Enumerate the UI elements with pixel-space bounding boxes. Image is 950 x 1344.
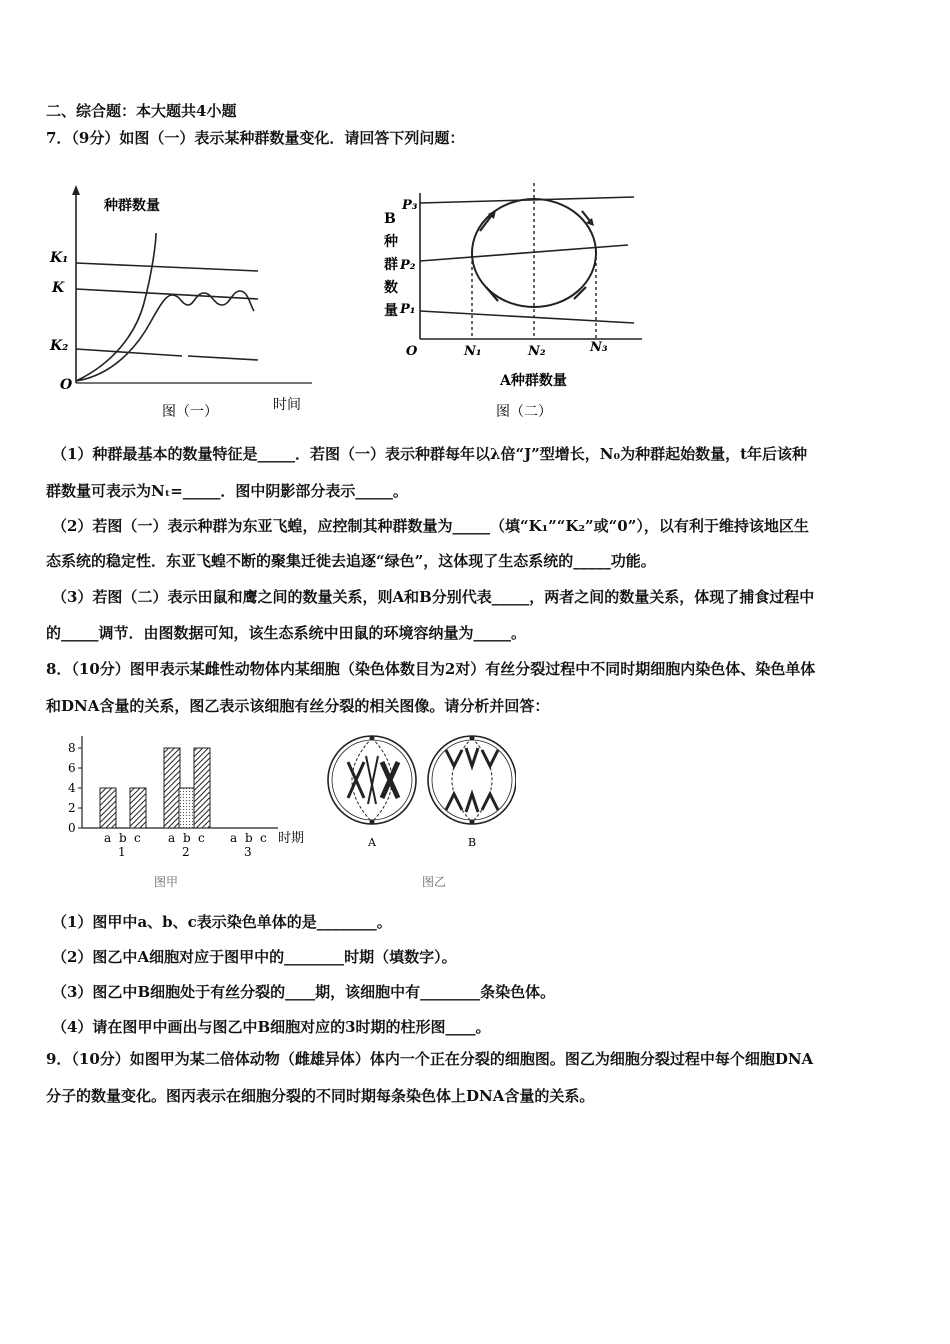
bar-a-period-1 bbox=[100, 788, 116, 828]
series-label-c: c bbox=[134, 831, 141, 845]
q7-sub3-line-1: （3）若图（二）表示田鼠和鹰之间的数量关系，则A和B分别代表_____，两者之间的数量关系，体现了捕食过程中 bbox=[52, 588, 815, 606]
fig2-caption: 图（二） bbox=[496, 404, 552, 420]
bar-c-period-1 bbox=[130, 788, 146, 828]
series-label-b: b bbox=[119, 831, 127, 845]
cell-a-label: A bbox=[368, 836, 376, 849]
k1-line bbox=[76, 263, 258, 271]
q8-sub4: （4）请在图甲中画出与图乙中B细胞对应的3时期的柱形图____。 bbox=[52, 1018, 491, 1036]
cell-a bbox=[328, 736, 416, 825]
k1-label: K₁ bbox=[50, 250, 69, 266]
series-label-a: a bbox=[230, 831, 238, 845]
q7-stem: 7．（9分）如图（一）表示某种群数量变化．请回答下列问题： bbox=[46, 129, 465, 147]
bar-chart-caption: 图甲 bbox=[154, 875, 179, 889]
fig1-caption: 图（一） bbox=[162, 404, 218, 420]
fig1-ylabel: 种群数量 bbox=[104, 198, 160, 214]
n2-label: N₂ bbox=[528, 344, 546, 359]
j-curve bbox=[76, 233, 156, 381]
s-curve bbox=[76, 291, 254, 381]
q9-stem-line-1: 9．（10分）如图甲为某二倍体动物（雌雄异体）体内一个正在分裂的细胞图。图乙为细胞分裂过程中每个细胞DNA bbox=[46, 1050, 814, 1068]
population-curve-figure-1 bbox=[44, 183, 324, 423]
cell-b bbox=[428, 736, 516, 825]
q8-stem-line-2: 和DNA含量的关系，图乙表示该细胞有丝分裂的相关图像。请分析并回答： bbox=[46, 697, 550, 715]
q7-sub2-line-1: （2）若图（一）表示种群为东亚飞蝗，应控制其种群数量为_____（填“K₁”“K₂”或“0”），以有利于维持该地区生 bbox=[52, 517, 809, 535]
series-label-c: c bbox=[198, 831, 205, 845]
q8-sub3: （3）图乙中B细胞处于有丝分裂的____期，该细胞中有________条染色体。 bbox=[52, 983, 556, 1001]
fig2-ylabel-char-2: 种 bbox=[384, 234, 398, 250]
series-label-c: c bbox=[260, 831, 267, 845]
series-label-b: b bbox=[245, 831, 253, 845]
p3-label: P₃ bbox=[402, 198, 418, 213]
fig2-ylabel-char-5: 量 bbox=[384, 303, 398, 319]
q7-sub1-line-1: （1）种群最基本的数量特征是_____．若图（一）表示种群每年以λ倍“J”型增长，N₀为种群起始数量，t年后该种 bbox=[52, 445, 808, 463]
y-tick-label: 0 bbox=[68, 821, 76, 835]
mitosis-cells-figure bbox=[326, 732, 516, 896]
fig2-ylabel-char-1: B bbox=[384, 211, 396, 227]
fig1-xlabel: 时间 bbox=[273, 397, 301, 413]
predator-prey-figure-2 bbox=[378, 183, 650, 423]
section-heading: 二、综合题：本大题共4小题 bbox=[46, 102, 237, 120]
period-label: 1 bbox=[118, 845, 126, 859]
y-axis-arrow bbox=[72, 185, 80, 195]
series-label-a: a bbox=[104, 831, 112, 845]
q8-sub1: （1）图甲中a、b、c表示染色单体的是________。 bbox=[52, 913, 392, 931]
k2-line-continued bbox=[188, 356, 258, 360]
y-tick-label: 6 bbox=[68, 761, 76, 775]
cycle-arrow-lower-left bbox=[486, 287, 498, 301]
q7-sub2-line-2: 态系统的稳定性．东亚飞蝗不断的聚集迁徙去追逐“绿色”，这体现了生态系统的_____功能。 bbox=[46, 552, 656, 570]
y-tick-label: 2 bbox=[68, 801, 76, 815]
period-label: 2 bbox=[182, 845, 190, 859]
n3-label: N₃ bbox=[590, 340, 608, 355]
bar-c-period-2 bbox=[194, 748, 210, 828]
y-tick-label: 4 bbox=[68, 781, 76, 795]
bar-a-period-2 bbox=[164, 748, 180, 828]
n1-label: N₁ bbox=[464, 344, 482, 359]
bar-b-period-2 bbox=[179, 788, 195, 828]
period-label: 3 bbox=[244, 845, 252, 859]
cell-b-label: B bbox=[468, 836, 477, 849]
fig2-ylabel-char-3: 群 bbox=[384, 257, 398, 273]
q8-stem-line-1: 8．（10分）图甲表示某雌性动物体内某细胞（染色体数目为2对）有丝分裂过程中不同时期细胞内染色体、染色单体 bbox=[46, 660, 816, 678]
q7-sub1-line-2: 群数量可表示为Nₜ=_____．图中阴影部分表示_____。 bbox=[46, 482, 408, 500]
p2-label: P₂ bbox=[400, 258, 416, 273]
fig2-origin-label: O bbox=[406, 344, 418, 359]
p1-line bbox=[420, 311, 634, 323]
k-label: K bbox=[52, 280, 65, 296]
p1-label: P₁ bbox=[400, 302, 416, 317]
q7-sub3-line-2: 的_____调节．由图数据可知，该生态系统中田鼠的环境容纳量为_____。 bbox=[46, 624, 527, 642]
chromosome-bar-chart bbox=[56, 730, 322, 896]
figyi-caption: 图乙 bbox=[422, 875, 447, 889]
q9-stem-line-2: 分子的数量变化。图丙表示在细胞分裂的不同时期每条染色体上DNA含量的关系。 bbox=[46, 1087, 595, 1105]
y-tick-label: 8 bbox=[68, 741, 76, 755]
q8-sub2: （2）图乙中A细胞对应于图甲中的________时期（填数字）。 bbox=[52, 948, 457, 966]
series-label-b: b bbox=[183, 831, 191, 845]
origin-label: O bbox=[60, 377, 73, 393]
k2-label: K₂ bbox=[50, 338, 69, 354]
series-label-a: a bbox=[168, 831, 176, 845]
bar-chart-xlabel: 时期 bbox=[278, 831, 305, 846]
fig2-ylabel-char-4: 数 bbox=[384, 280, 398, 296]
fig2-xlabel: A种群数量 bbox=[500, 373, 567, 389]
